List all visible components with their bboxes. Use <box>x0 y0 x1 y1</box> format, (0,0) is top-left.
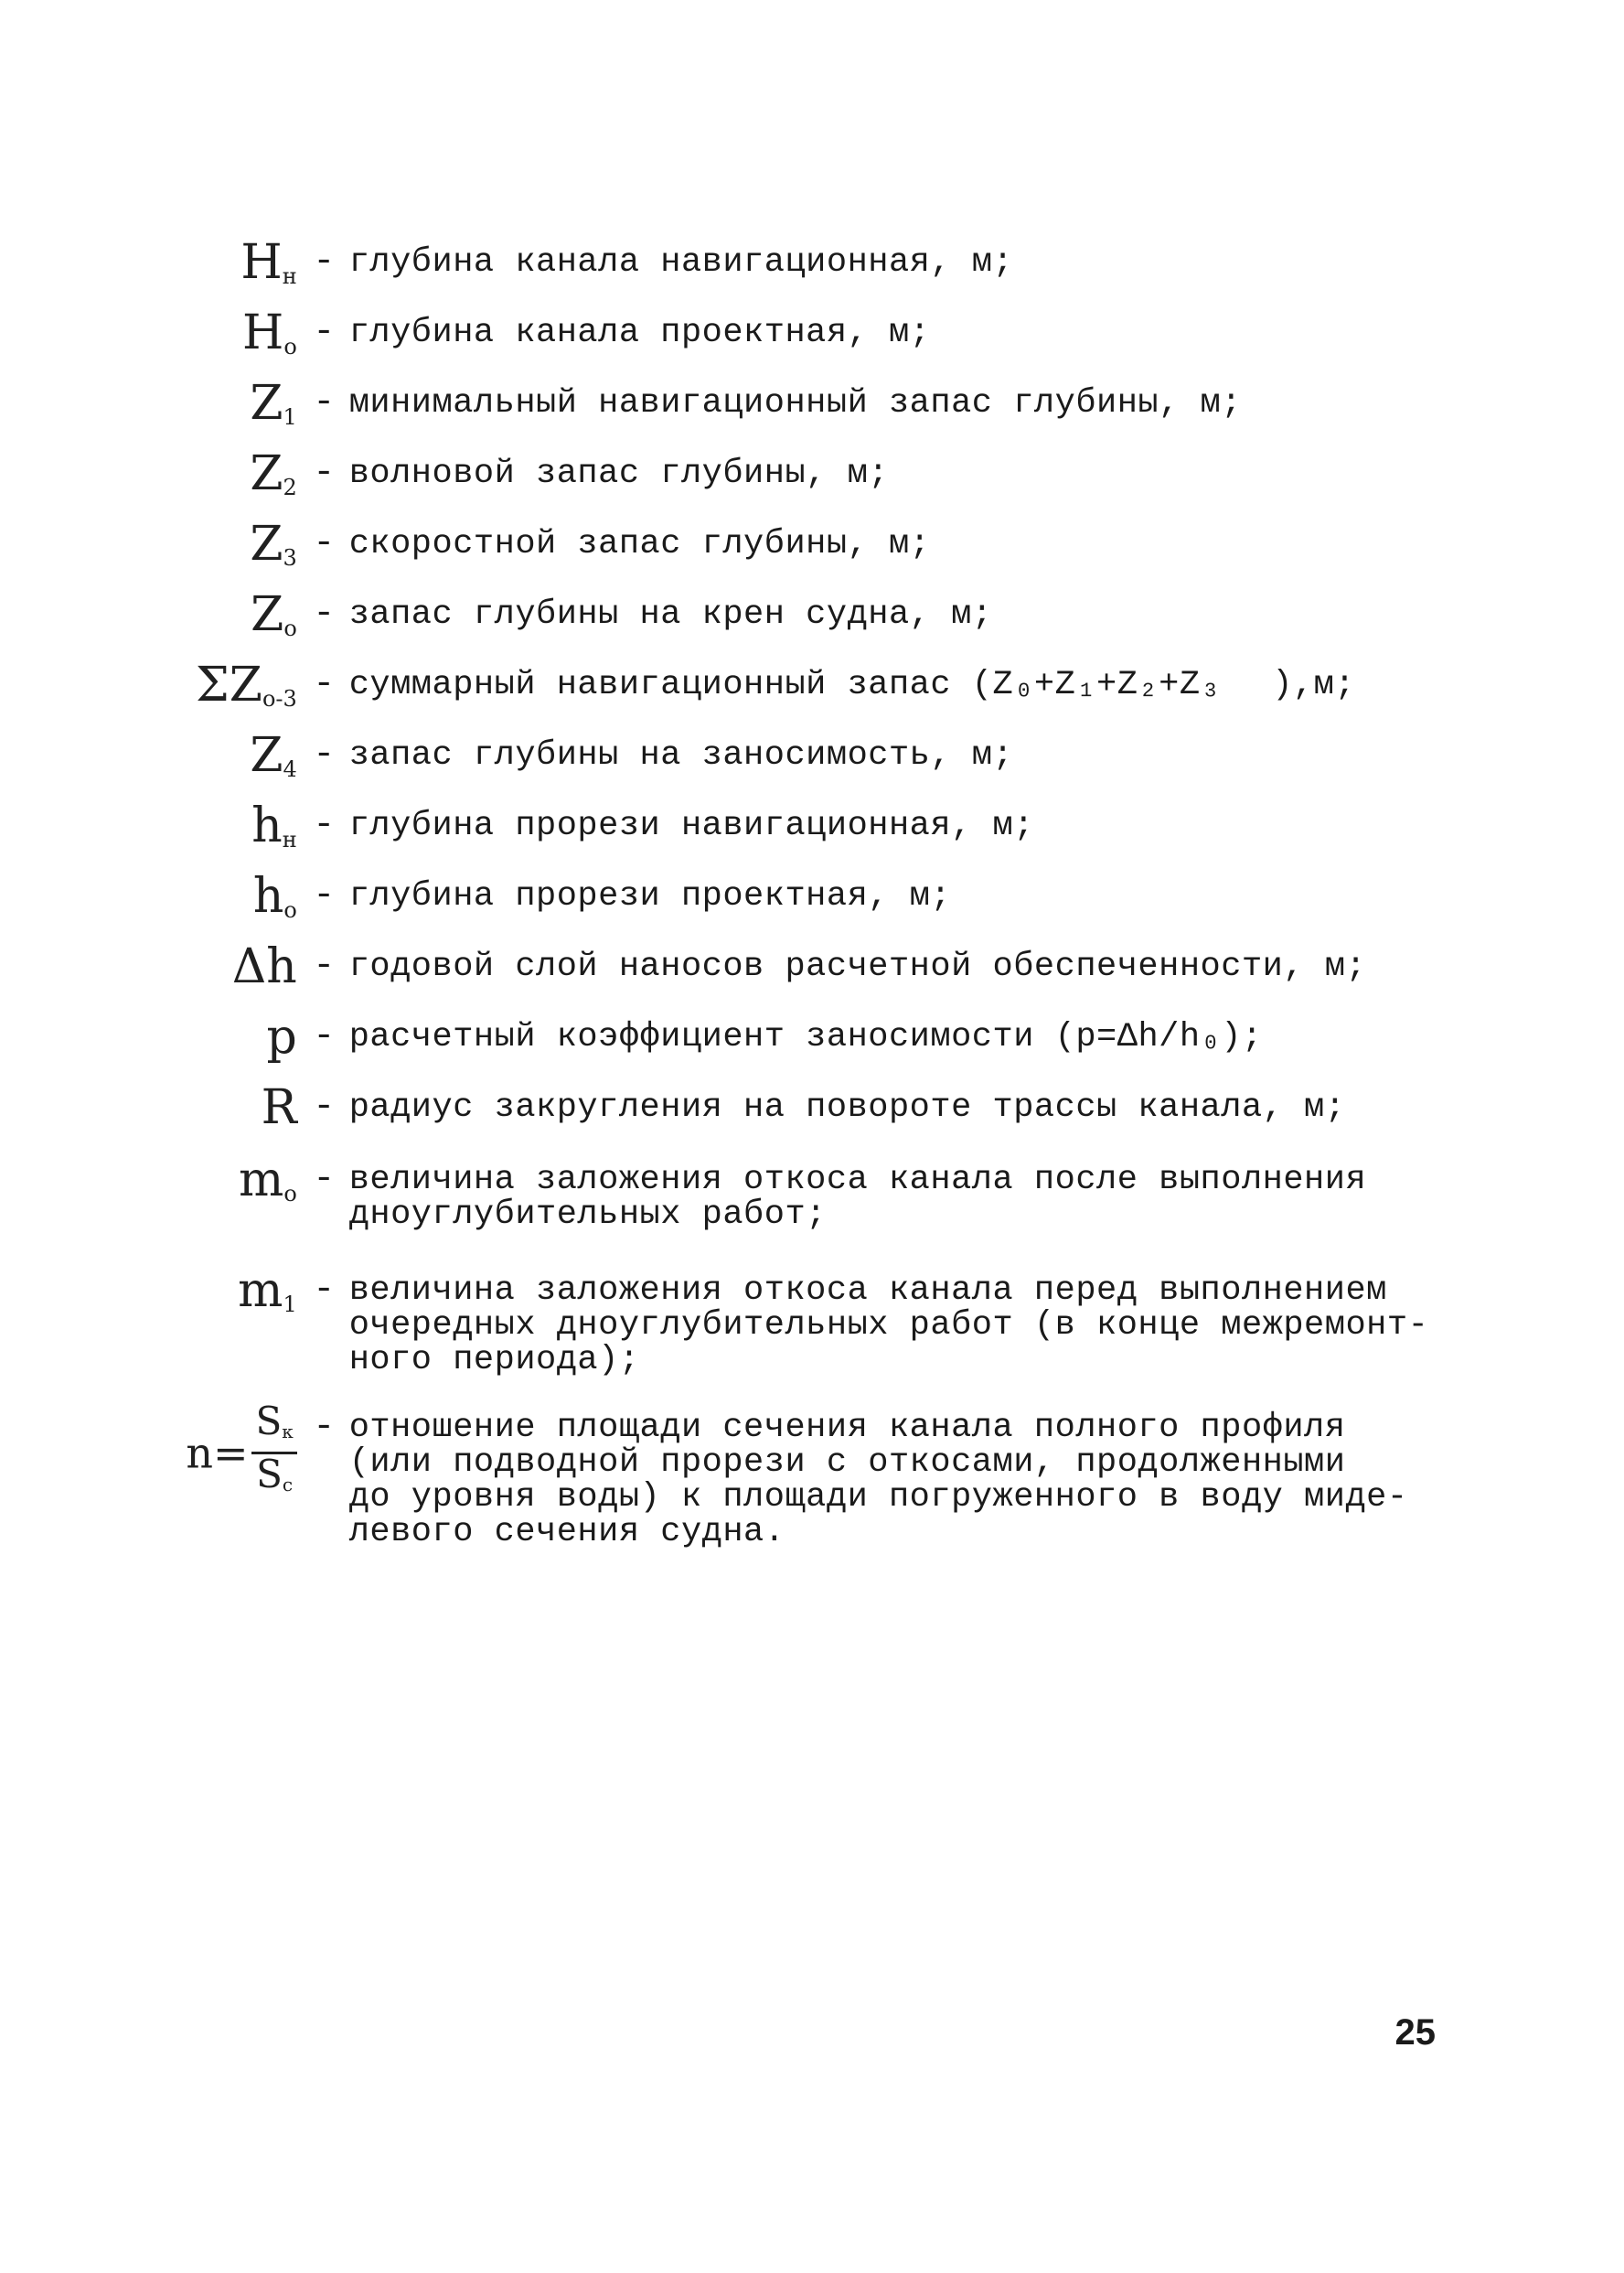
definition-text: годовой слой наносов расчетной обеспеченности, м; <box>348 948 1367 986</box>
symbol: $\Sigma Z_{o-3}$ <box>196 658 297 713</box>
definition-text: суммарный навигационный запас (Z₀+Z₁+Z₂+Z₃ ),м; <box>348 666 1356 704</box>
definitions-list <box>146 235 1445 1551</box>
dash: - <box>313 1407 336 1448</box>
dash: - <box>313 594 336 635</box>
definition-text: волновой запас глубины, м; <box>348 455 889 493</box>
symbol: $h_o$ <box>252 869 297 924</box>
definition-text: глубина канала навигационная, м; <box>348 243 1014 282</box>
dash: - <box>313 946 336 987</box>
definition-text: скоростной запас глубины, м; <box>348 525 931 563</box>
definition-text: величина заложения откоса канала перед выполнением очередных дноуглубительных работ (в конце межремонт- ного периода); <box>348 1271 1429 1379</box>
definition-text: отношение площади сечения канала полного профиля (или подводной прорези с откосами, продолженными до уровня воды) к площади погруженного в воду миде- левого сечения судна. <box>348 1409 1408 1551</box>
dash: - <box>313 382 336 424</box>
definition-Z4 <box>146 729 1445 799</box>
dash: - <box>313 1087 336 1128</box>
definition-Z2 <box>146 447 1445 518</box>
definition-delta-h <box>146 940 1445 1011</box>
dash: - <box>313 453 336 494</box>
page-number: 25 <box>1394 2012 1436 2053</box>
dash: - <box>313 664 336 705</box>
symbol: $H_н$ <box>240 235 297 290</box>
definition-text: запас глубины на крен судна, м; <box>348 595 993 634</box>
symbol: $h_н$ <box>251 799 297 853</box>
ratio-fraction: $\frac{S_к}{S_с}$ <box>251 1401 296 1505</box>
dash: - <box>313 734 336 776</box>
dash: - <box>313 875 336 917</box>
definition-text: запас глубины на заносимость, м; <box>348 736 1014 775</box>
definition-Z1 <box>146 377 1445 447</box>
symbol: $m_1$ <box>238 1263 297 1318</box>
definition-text: минимальный навигационный запас глубины, м; <box>348 384 1242 423</box>
definition-text: радиус закругления на повороте трассы канала, м; <box>348 1088 1346 1127</box>
dash: - <box>313 312 336 353</box>
definition-text: глубина канала проектная, м; <box>348 314 931 352</box>
dash: - <box>313 1159 336 1200</box>
sum-formula: Z₀+Z₁+Z₂+Z₃ <box>992 666 1222 704</box>
symbol: R <box>261 1080 297 1135</box>
symbol: n= $\frac{S_к}{S_с}$ <box>146 1401 299 1505</box>
symbol: $Z_1$ <box>250 376 297 431</box>
definition-sumZ <box>146 659 1445 729</box>
symbol: $Z_3$ <box>250 517 297 572</box>
dash: - <box>313 523 336 564</box>
definition-Ho <box>146 306 1445 377</box>
symbol: $Z_2$ <box>250 446 297 501</box>
definition-Z0 <box>146 588 1445 659</box>
symbol: Δh <box>231 939 297 994</box>
dash: - <box>313 1016 336 1057</box>
symbol: $m_o$ <box>239 1153 297 1207</box>
symbol: p <box>266 1010 297 1065</box>
symbol: $Z_4$ <box>250 728 297 783</box>
definition-R <box>146 1081 1445 1152</box>
definition-text: величина заложения откоса канала после выполнения дноуглубительных работ; <box>348 1161 1367 1234</box>
definition-m0 <box>146 1153 1445 1264</box>
definition-Z3 <box>146 518 1445 588</box>
definition-n <box>146 1399 1445 1551</box>
symbol: $H_o$ <box>241 306 297 360</box>
definition-m1 <box>146 1264 1445 1401</box>
definition-ho <box>146 870 1445 940</box>
dash: - <box>313 1270 336 1311</box>
definition-hn <box>146 799 1445 870</box>
definition-Hn <box>146 236 1445 306</box>
dash: - <box>313 241 336 283</box>
definition-p <box>146 1011 1445 1081</box>
definition-text: расчетный коэффициент заносимости (p=Δh/h₀); <box>348 1018 1263 1056</box>
symbol: $Z_o$ <box>251 587 297 642</box>
definition-text: глубина прорези проектная, м; <box>348 877 952 916</box>
definition-text: глубина прорези навигационная, м; <box>348 807 1034 845</box>
dash: - <box>313 805 336 846</box>
p-formula: p=Δh/h₀ <box>1075 1018 1222 1056</box>
